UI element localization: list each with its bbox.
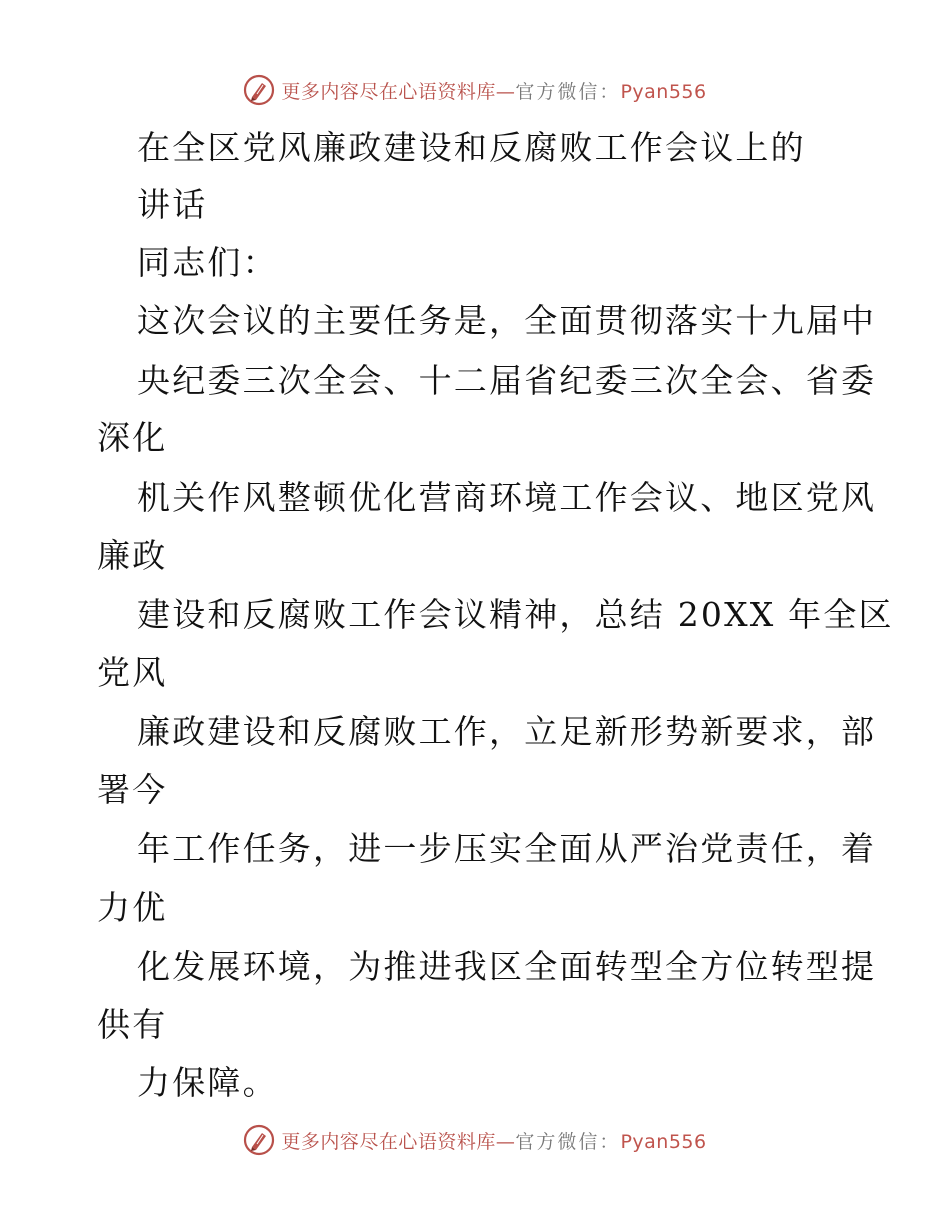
watermark-brand: 更多内容尽在心语资料库 <box>281 1130 496 1153</box>
watermark-text <box>281 1127 706 1154</box>
paragraph-line: 供有 <box>97 1005 168 1044</box>
paragraph-line: 央纪委三次全会、十二届省纪委三次全会、省委 <box>137 361 877 400</box>
paragraph-line: 化发展环境，为推进我区全面转型全方位转型提 <box>137 947 877 986</box>
paragraph-line: 机关作风整顿优化营商环境工作会议、地区党风 <box>137 478 877 517</box>
paragraph-line: 廉政建设和反腐败工作，立足新形势新要求，部 <box>137 712 877 751</box>
paragraph-line: 深化 <box>97 418 168 457</box>
watermark-official-label: 官方微信： <box>515 1130 621 1153</box>
paragraph-line: 建设和反腐败工作会议精神，总结 20XX 年全区 <box>137 595 894 634</box>
paragraph-line: 力保障。 <box>137 1063 278 1102</box>
footer-watermark <box>0 1122 950 1158</box>
watermark-text <box>281 77 706 104</box>
paragraph-line: 署今 <box>97 770 168 809</box>
watermark-wechat-id: Pyan556 <box>620 80 707 103</box>
paragraph-line: 年工作任务，进一步压实全面从严治党责任，着 <box>137 829 877 868</box>
watermark-official-label: 官方微信： <box>515 80 621 103</box>
header-watermark <box>0 72 950 108</box>
paragraph-line: 力优 <box>97 888 168 927</box>
paragraph-line: 这次会议的主要任务是，全面贯彻落实十九届中 <box>137 301 877 340</box>
watermark-separator: — <box>495 80 516 103</box>
paragraph-line: 党风 <box>97 653 168 692</box>
title-line-2: 讲话 <box>137 185 208 224</box>
paragraph-line: 廉政 <box>97 536 168 575</box>
watermark-separator: — <box>495 1130 516 1153</box>
watermark-wechat-id: Pyan556 <box>620 1130 707 1153</box>
title-line-1: 在全区党风廉政建设和反腐败工作会议上的 <box>137 128 806 167</box>
pen-logo-icon <box>243 74 275 106</box>
watermark-brand: 更多内容尽在心语资料库 <box>281 80 496 103</box>
salutation: 同志们： <box>137 243 278 282</box>
pen-logo-icon <box>243 1124 275 1156</box>
